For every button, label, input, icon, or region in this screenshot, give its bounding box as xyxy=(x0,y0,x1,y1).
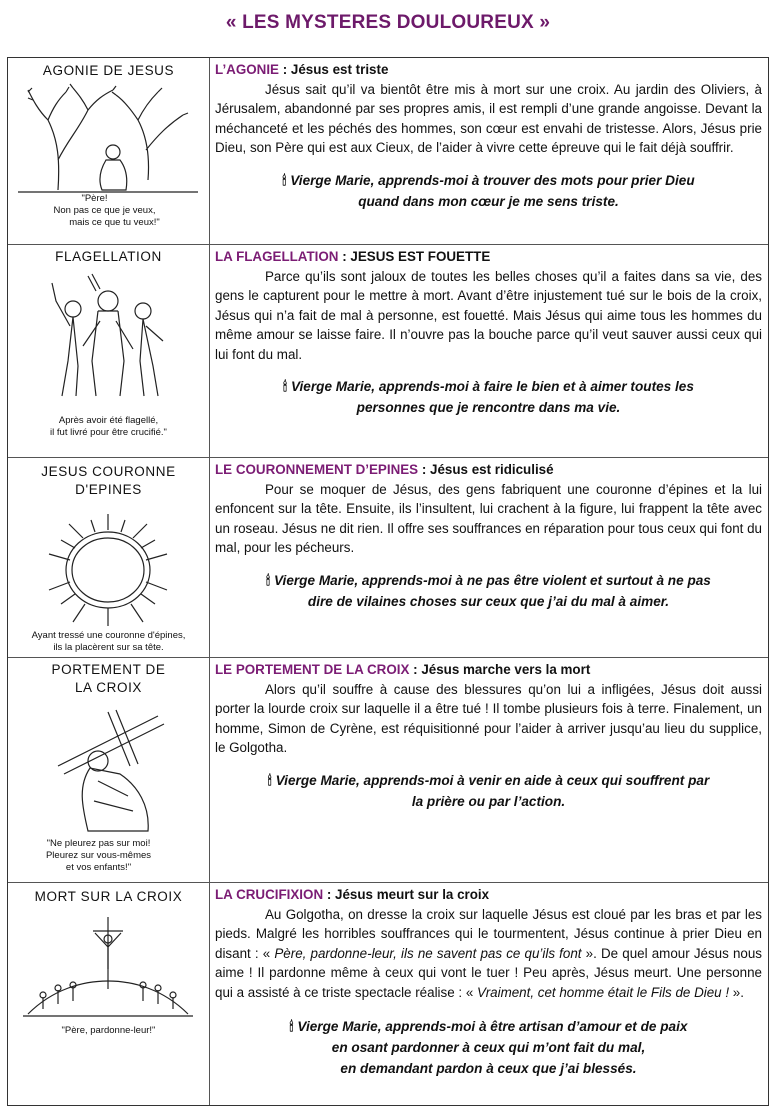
caption-line: mais ce que tu veux!" xyxy=(69,217,160,228)
prayer-line: Vierge Marie, apprends-moi à trouver des mots pour prier Dieu xyxy=(290,172,695,188)
mystery-body: Parce qu’ils sont jaloux de toutes les belles choses qu’il a faites dans sa vie, des gens le capturent pour le mettre à mort. Avant d’être injustement tué sur le bois de la croix, Jésus qui n’a fait de mal à personne, est fouetté. Mais Jésus qui aime tous les hommes du même amour se laisse faire. Il n’ouvre pas la bouche parce qu’il veut sauver aussi ceux qui lui font du mal. xyxy=(215,268,762,362)
illustration-title: AGONIE DE JESUS xyxy=(42,63,175,78)
caption-line: Ayant tressé une couronne d'épines, xyxy=(31,630,186,641)
text-cell xyxy=(209,245,768,457)
prayer-line: Vierge Marie, apprends-moi à être artisan d’amour et de paix xyxy=(297,1019,688,1034)
mystery-row-portement xyxy=(8,657,768,882)
mystery-body: Alors qu’il souffre à cause des blessures qu’on lui a infligées, Jésus doit aussi porter la lourde croix sur laquelle il a être tué ! Il tombe plusieurs fois à terre. Finalement, un homme, Simon de Cyrène, est réquisitionné pour l’aider à arriver jusqu’au lieu du supplice, le Golgotha. xyxy=(215,681,762,755)
caption-line: "Ne pleurez pas sur moi! xyxy=(46,838,151,849)
prayer xyxy=(215,570,762,612)
crown-of-thorns-icon xyxy=(43,510,173,630)
candle-icon: 🕯 xyxy=(282,172,287,188)
mystery-subtitle: : Jésus meurt sur la croix xyxy=(323,887,490,902)
crucifixion-illustration xyxy=(23,909,193,1019)
caption-line: ils la placèrent sur sa tête. xyxy=(53,642,164,653)
illustration-title: MORT SUR LA CROIX xyxy=(34,889,183,904)
mystery-subtitle: : Jésus marche vers la mort xyxy=(409,662,591,677)
candle-icon: 🕯 xyxy=(289,1019,294,1034)
illustration-title: FLAGELLATION xyxy=(55,249,162,264)
candle-icon: 🕯 xyxy=(283,379,287,394)
mystery-row-flagellation xyxy=(8,244,768,457)
mysteries-table xyxy=(7,57,769,1106)
illustration-title xyxy=(8,661,209,697)
text-cell xyxy=(209,658,768,882)
mystery-heading xyxy=(215,460,762,480)
mystery-name: LE COURONNEMENT D’EPINES xyxy=(215,462,419,477)
text-cell xyxy=(209,883,768,1105)
prayer-line: en osant pardonner à ceux qui m’ont fait du mal, xyxy=(331,1040,646,1055)
caption-line: et vos enfants!" xyxy=(65,862,132,873)
mystery-name: LA CRUCIFIXION xyxy=(215,887,324,902)
illustration-title-text: PORTEMENT DE LA CROIX xyxy=(51,662,166,695)
mystery-row-couronnement xyxy=(8,457,768,657)
cross-carrying-illustration xyxy=(38,706,178,836)
mystery-subtitle: : Jésus est triste xyxy=(278,62,389,77)
prayer-line: quand dans mon cœur je me sens triste. xyxy=(358,193,619,209)
prayer-line: Vierge Marie, apprends-moi à venir en aide à ceux qui souffrent par xyxy=(275,772,710,788)
body-quote: Vraiment, cet homme était le Fils de Dieu ! xyxy=(477,984,730,1000)
mystery-subtitle: : Jésus est ridiculisé xyxy=(418,462,554,477)
page-title: « LES MYSTERES DOULOUREUX » xyxy=(225,12,551,33)
body-quote: Père, pardonne-leur, ils ne savent pas ce qu’ils font xyxy=(274,945,582,961)
illustration-cell xyxy=(8,883,210,1105)
prayer xyxy=(215,770,762,812)
illustration-cell xyxy=(8,658,210,882)
prayer-line: la prière ou par l’action. xyxy=(411,793,566,809)
mystery-heading xyxy=(215,660,762,680)
text-cell xyxy=(209,458,768,657)
illustration-cell xyxy=(8,458,210,657)
text-cell xyxy=(209,58,768,244)
candle-icon: 🕯 xyxy=(266,572,270,588)
prayer-line: dire de vilaines choses sur ceux que j’ai du mal à aimer. xyxy=(307,593,670,609)
mystery-body: Pour se moquer de Jésus, des gens fabriquent une couronne d’épines et la lui enfoncent sur la tête. Ensuite, ils l’insultent, lui crachent à la figure, lui frappent la tête avec un roseau. Jésus ne dit rien. Il offre ses souffrances en réparation pour tous ceux qui font du mal, pour les pécheurs. xyxy=(215,481,762,555)
illustration-cell xyxy=(8,58,210,244)
prayer-line: en demandant pardon à ceux que j’ai blessés. xyxy=(340,1061,637,1076)
body-text: ». De quel amour Jésus nous aime ! Il pardonne même à ceux qui vont le tuer ! Peu après, Jésus meurt. Une personne qui a assisté à ce triste spectacle réalise : « xyxy=(215,945,762,1000)
mystery-body xyxy=(215,905,762,1003)
caption-line: "Père! xyxy=(81,193,108,204)
prayer-line: Vierge Marie, apprends-moi à ne pas être violent et surtout à ne pas xyxy=(273,572,711,588)
mystery-row-agonie xyxy=(8,58,768,244)
candle-icon: 🕯 xyxy=(267,772,272,788)
mystery-heading xyxy=(215,60,762,80)
caption-line: Non pas ce que je veux, xyxy=(53,205,156,216)
illustration-title-text: JESUS COURONNE D'EPINES xyxy=(41,464,176,497)
flagellation-illustration xyxy=(48,271,168,401)
agony-garden-illustration xyxy=(18,80,198,195)
prayer-line: personnes que je rencontre dans ma vie. xyxy=(356,400,621,415)
body-text: ». xyxy=(729,984,744,1000)
mystery-heading xyxy=(215,247,762,267)
prayer xyxy=(215,376,762,418)
prayer-line: Vierge Marie, apprends-moi à faire le bien et à aimer toutes les xyxy=(290,379,694,394)
body-text: Au Golgotha, on dresse la croix sur laquelle Jésus est cloué par les bras et par les pieds. Malgré les horribles souffrances qui le tourmentent, Jésus continue à prier Dieu en disant : « xyxy=(215,906,762,961)
illustration-cell xyxy=(8,245,210,457)
mystery-name: L’AGONIE xyxy=(215,62,279,77)
mystery-body: Jésus sait qu’il va bientôt être mis à mort sur une croix. Au jardin des Oliviers, à Jérusalem, abandonné par ses propres amis, il est rempli d’une grande angoisse. Devant la méchanceté et les péchés des hommes, son cœur est envahi de tristesse. Alors, Jésus prie Dieu, son Père qui est aux Cieux, de l’aider à vivre cette épreuve qui le fait déjà souffrir. xyxy=(215,81,762,155)
caption-line: "Père, pardonne-leur!" xyxy=(61,1025,156,1036)
prayer xyxy=(215,1016,762,1079)
mystery-subtitle: : JESUS EST FOUETTE xyxy=(338,249,491,264)
caption-line: Pleurez sur vous-mêmes xyxy=(45,850,152,861)
mystery-name: LA FLAGELLATION xyxy=(215,249,339,264)
mystery-name: LE PORTEMENT DE LA CROIX xyxy=(215,662,410,677)
caption-line: Après avoir été flagellé, xyxy=(58,415,159,426)
prayer xyxy=(215,170,762,212)
mystery-heading xyxy=(215,885,762,905)
illustration-title xyxy=(8,463,209,499)
mystery-row-crucifixion xyxy=(8,882,768,1105)
caption-line: il fut livré pour être crucifié." xyxy=(50,427,167,438)
